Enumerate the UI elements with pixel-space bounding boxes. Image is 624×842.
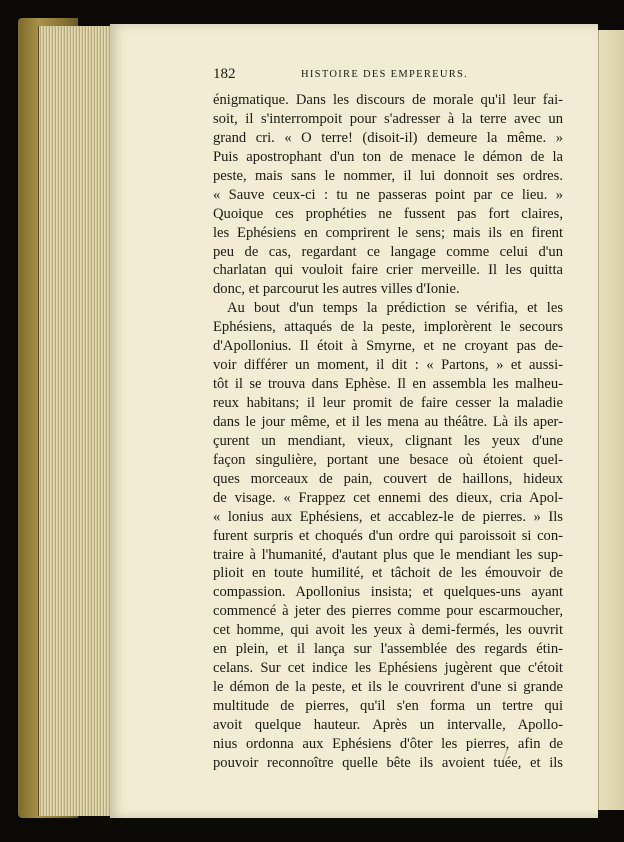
body-text [213,91,563,773]
running-head [213,66,549,86]
text-line: dans le jour même, et il les mena au théâtre. Là ils aper- [213,413,563,430]
text-line: çurent un mendiant, vieux, clignant les yeux d'une [213,432,563,449]
text-line: tôt il se trouva dans Ephèse. Il en assembla les malheu- [213,376,563,393]
text-line: peu de cas, regardant ce langage comme celui d'un [213,243,563,260]
text-line: nius ordonna aux Ephésiens d'ôter les pierres, afin de [213,735,563,752]
text-line: cet homme, qui avoit les yeux à demi-fermés, les ouvrit [213,622,563,639]
text-line: compassion. Apollonius insista; et quelques-uns ayant [213,584,563,601]
text-line: Ephésiens, attaqués de la peste, implorèrent le secours [213,319,563,336]
text-line: en plein, et il lança sur l'assemblée des regards étin- [213,641,563,658]
text-line: ques morceaux de pain, couvert de haillons, hideux [213,470,563,487]
text-line: Puis apostrophant d'un ton de menace le démon de la [213,148,563,165]
text-line: plioit en toute humilité, et tâchoit de les émouvoir de [213,565,563,582]
text-line: donc, et parcourut les autres villes d'Ionie. [213,281,460,298]
text-line: avoit quelque hauteur. Après un intervalle, Apollo- [213,716,563,733]
text-line: énigmatique. Dans les discours de morale qu'il leur fai- [213,92,563,108]
text-line: pouvoir reconnoître quelle bête ils avoient tuée, et ils [213,754,563,771]
text-line: furent surpris et choqués d'un ordre qui paroissoit si con- [213,527,563,544]
text-line: charlatan qui vouloit faire crier merveille. Il les quitta [213,262,563,279]
text-line: les Ephésiens en comprirent le sens; mais ils en firent [213,224,563,241]
text-line: grand cri. « O terre! (disoit-il) demeure la même. » [213,129,563,146]
text-line: peste, mais sans le nommer, il lui donnoit ses ordres. [213,167,563,184]
text-line: « Sauve ceux-ci : tu ne passeras point par ce lieu. » [213,186,563,203]
text-line: commencé à jeter des pierres comme pour escarmoucher, [213,603,563,620]
text-line: « lonius aux Ephésiens, et accablez-le de pierres. » Ils [213,508,563,525]
text-line: voir différer un moment, il dit : « Partons, » et aussi- [213,357,563,374]
text-line: Quoique ces prophéties ne fussent pas fort claires, [213,205,563,222]
text-line: le démon de la peste, et ils le couvrirent d'une si grande [213,679,563,696]
text-line: d'Apollonius. Il étoit à Smyrne, et ne croyant pas de- [213,338,563,355]
facing-page-edge [598,30,624,810]
text-line: traire à l'humanité, d'autant plus que le mendiant les sup- [213,546,563,563]
text-line: de visage. « Frappez cet ennemi des dieux, cria Apol- [213,489,563,506]
text-line: celans. Sur cet indice les Ephésiens jugèrent que c'étoit [213,660,563,677]
page-stack-edge [38,26,114,816]
text-line: reux habitans; il leur promit de faire cesser la maladie [213,395,563,411]
page-number: 182 [213,66,236,82]
text-line: soit, il s'interrompoit pour s'adresser à la terre avec un [213,110,563,127]
text-line: façon singulière, portant une besace où étoient quel- [213,451,563,468]
text-line: multitude de pierres, qu'il s'en forma un tertre qui [213,698,563,714]
running-title: HISTOIRE DES EMPEREURS. [301,69,469,80]
text-line: Au bout d'un temps la prédiction se vérifia, et les [227,300,563,317]
